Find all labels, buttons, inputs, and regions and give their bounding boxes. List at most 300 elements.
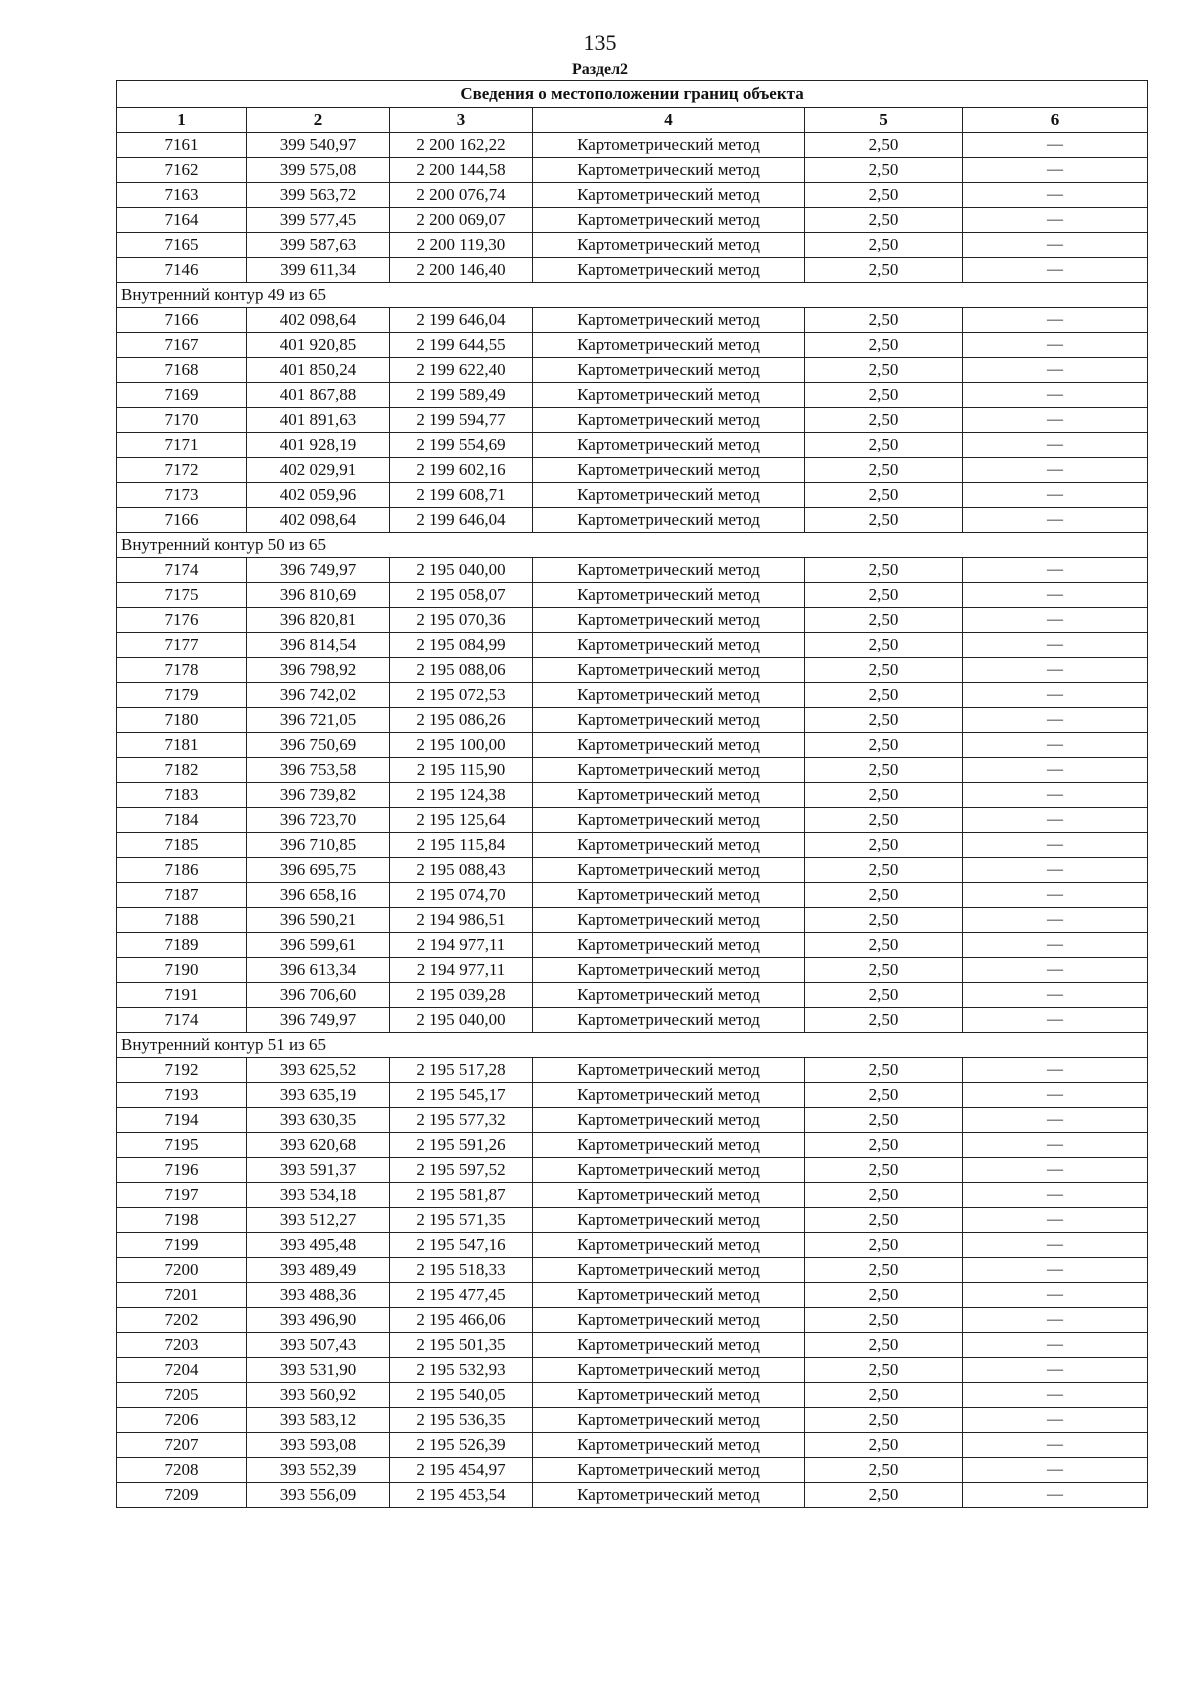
description-cell: — [963,658,1148,683]
y-coordinate-cell: 2 195 115,90 [390,758,533,783]
x-coordinate-cell: 393 488,36 [247,1283,390,1308]
column-header: 6 [963,108,1148,133]
method-cell: Картометрический метод [533,433,805,458]
x-coordinate-cell: 396 695,75 [247,858,390,883]
y-coordinate-cell: 2 199 646,04 [390,308,533,333]
method-cell: Картометрический метод [533,1458,805,1483]
point-number-cell: 7191 [117,983,247,1008]
description-cell: — [963,1333,1148,1358]
point-number-cell: 7205 [117,1383,247,1408]
x-coordinate-cell: 396 820,81 [247,608,390,633]
y-coordinate-cell: 2 195 088,06 [390,658,533,683]
x-coordinate-cell: 396 658,16 [247,883,390,908]
description-cell: — [963,383,1148,408]
method-cell: Картометрический метод [533,1308,805,1333]
y-coordinate-cell: 2 195 517,28 [390,1058,533,1083]
y-coordinate-cell: 2 199 589,49 [390,383,533,408]
x-coordinate-cell: 402 098,64 [247,508,390,533]
x-coordinate-cell: 396 721,05 [247,708,390,733]
table-row [117,483,1148,508]
point-number-cell: 7167 [117,333,247,358]
method-cell: Картометрический метод [533,1258,805,1283]
point-number-cell: 7184 [117,808,247,833]
x-coordinate-cell: 399 575,08 [247,158,390,183]
description-cell: — [963,308,1148,333]
method-cell: Картометрический метод [533,333,805,358]
description-cell: — [963,1233,1148,1258]
x-coordinate-cell: 393 507,43 [247,1333,390,1358]
method-cell: Картометрический метод [533,933,805,958]
y-coordinate-cell: 2 195 532,93 [390,1358,533,1383]
y-coordinate-cell: 2 194 977,11 [390,933,533,958]
table-row [117,133,1148,158]
x-coordinate-cell: 402 098,64 [247,308,390,333]
x-coordinate-cell: 393 630,35 [247,1108,390,1133]
method-cell: Картометрический метод [533,1283,805,1308]
accuracy-cell: 2,50 [805,1383,963,1408]
table-row [117,158,1148,183]
y-coordinate-cell: 2 195 100,00 [390,733,533,758]
method-cell: Картометрический метод [533,658,805,683]
point-number-cell: 7170 [117,408,247,433]
method-cell: Картометрический метод [533,1358,805,1383]
x-coordinate-cell: 401 891,63 [247,408,390,433]
table-head [117,81,1148,133]
accuracy-cell: 2,50 [805,1358,963,1383]
y-coordinate-cell: 2 195 536,35 [390,1408,533,1433]
point-number-cell: 7192 [117,1058,247,1083]
y-coordinate-cell: 2 195 591,26 [390,1133,533,1158]
y-coordinate-cell: 2 200 069,07 [390,208,533,233]
y-coordinate-cell: 2 195 124,38 [390,783,533,808]
accuracy-cell: 2,50 [805,308,963,333]
description-cell: — [963,1408,1148,1433]
accuracy-cell: 2,50 [805,633,963,658]
x-coordinate-cell: 402 029,91 [247,458,390,483]
table-row [117,758,1148,783]
x-coordinate-cell: 393 625,52 [247,1058,390,1083]
description-cell: — [963,933,1148,958]
method-cell: Картометрический метод [533,1058,805,1083]
x-coordinate-cell: 396 742,02 [247,683,390,708]
x-coordinate-cell: 401 867,88 [247,383,390,408]
column-header: 1 [117,108,247,133]
table-row [117,1458,1148,1483]
x-coordinate-cell: 393 496,90 [247,1308,390,1333]
contour-header-row [117,1033,1148,1058]
table-row [117,1158,1148,1183]
description-cell: — [963,1083,1148,1108]
x-coordinate-cell: 401 850,24 [247,358,390,383]
point-number-cell: 7187 [117,883,247,908]
x-coordinate-cell: 396 590,21 [247,908,390,933]
table-row [117,433,1148,458]
description-cell: — [963,1208,1148,1233]
accuracy-cell: 2,50 [805,1308,963,1333]
x-coordinate-cell: 396 613,34 [247,958,390,983]
accuracy-cell: 2,50 [805,1158,963,1183]
y-coordinate-cell: 2 195 088,43 [390,858,533,883]
accuracy-cell: 2,50 [805,833,963,858]
method-cell: Картометрический метод [533,1208,805,1233]
point-number-cell: 7183 [117,783,247,808]
point-number-cell: 7195 [117,1133,247,1158]
accuracy-cell: 2,50 [805,383,963,408]
accuracy-cell: 2,50 [805,1283,963,1308]
point-number-cell: 7203 [117,1333,247,1358]
y-coordinate-cell: 2 195 545,17 [390,1083,533,1108]
description-cell: — [963,1008,1148,1033]
point-number-cell: 7198 [117,1208,247,1233]
x-coordinate-cell: 401 920,85 [247,333,390,358]
x-coordinate-cell: 396 749,97 [247,1008,390,1033]
accuracy-cell: 2,50 [805,1008,963,1033]
description-cell: — [963,683,1148,708]
point-number-cell: 7188 [117,908,247,933]
point-number-cell: 7162 [117,158,247,183]
description-cell: — [963,1308,1148,1333]
table-row [117,983,1148,1008]
point-number-cell: 7200 [117,1258,247,1283]
x-coordinate-cell: 399 577,45 [247,208,390,233]
contour-label: Внутренний контур 49 из 65 [117,283,1148,308]
y-coordinate-cell: 2 199 644,55 [390,333,533,358]
point-number-cell: 7161 [117,133,247,158]
method-cell: Картометрический метод [533,1183,805,1208]
point-number-cell: 7163 [117,183,247,208]
y-coordinate-cell: 2 195 597,52 [390,1158,533,1183]
accuracy-cell: 2,50 [805,983,963,1008]
point-number-cell: 7172 [117,458,247,483]
y-coordinate-cell: 2 200 076,74 [390,183,533,208]
accuracy-cell: 2,50 [805,1433,963,1458]
point-number-cell: 7199 [117,1233,247,1258]
point-number-cell: 7177 [117,633,247,658]
description-cell: — [963,1358,1148,1383]
column-header: 3 [390,108,533,133]
y-coordinate-cell: 2 199 554,69 [390,433,533,458]
description-cell: — [963,158,1148,183]
point-number-cell: 7193 [117,1083,247,1108]
y-coordinate-cell: 2 195 571,35 [390,1208,533,1233]
table-row [117,858,1148,883]
method-cell: Картометрический метод [533,908,805,933]
description-cell: — [963,358,1148,383]
x-coordinate-cell: 399 587,63 [247,233,390,258]
method-cell: Картометрический метод [533,1333,805,1358]
point-number-cell: 7197 [117,1183,247,1208]
description-cell: — [963,458,1148,483]
method-cell: Картометрический метод [533,458,805,483]
x-coordinate-cell: 393 534,18 [247,1183,390,1208]
point-number-cell: 7202 [117,1308,247,1333]
accuracy-cell: 2,50 [805,858,963,883]
y-coordinate-cell: 2 195 466,06 [390,1308,533,1333]
table-row [117,1433,1148,1458]
accuracy-cell: 2,50 [805,233,963,258]
accuracy-cell: 2,50 [805,1058,963,1083]
x-coordinate-cell: 393 531,90 [247,1358,390,1383]
column-header: 4 [533,108,805,133]
table-row [117,1183,1148,1208]
y-coordinate-cell: 2 194 977,11 [390,958,533,983]
y-coordinate-cell: 2 200 144,58 [390,158,533,183]
accuracy-cell: 2,50 [805,583,963,608]
description-cell: — [963,483,1148,508]
point-number-cell: 7165 [117,233,247,258]
point-number-cell: 7174 [117,1008,247,1033]
table-row [117,1008,1148,1033]
x-coordinate-cell: 393 512,27 [247,1208,390,1233]
method-cell: Картометрический метод [533,358,805,383]
accuracy-cell: 2,50 [805,1333,963,1358]
point-number-cell: 7196 [117,1158,247,1183]
description-cell: — [963,1483,1148,1508]
description-cell: — [963,733,1148,758]
description-cell: — [963,1283,1148,1308]
y-coordinate-cell: 2 195 115,84 [390,833,533,858]
table-row [117,583,1148,608]
table-row [117,1408,1148,1433]
point-number-cell: 7174 [117,558,247,583]
description-cell: — [963,1383,1148,1408]
point-number-cell: 7181 [117,733,247,758]
method-cell: Картометрический метод [533,1158,805,1183]
description-cell: — [963,258,1148,283]
method-cell: Картометрический метод [533,158,805,183]
description-cell: — [963,758,1148,783]
description-cell: — [963,983,1148,1008]
accuracy-cell: 2,50 [805,1183,963,1208]
table-row [117,933,1148,958]
accuracy-cell: 2,50 [805,658,963,683]
x-coordinate-cell: 393 552,39 [247,1458,390,1483]
point-number-cell: 7146 [117,258,247,283]
accuracy-cell: 2,50 [805,458,963,483]
method-cell: Картометрический метод [533,683,805,708]
x-coordinate-cell: 399 563,72 [247,183,390,208]
table-row [117,1108,1148,1133]
method-cell: Картометрический метод [533,708,805,733]
table-row [117,383,1148,408]
method-cell: Картометрический метод [533,258,805,283]
point-number-cell: 7175 [117,583,247,608]
table-row [117,183,1148,208]
x-coordinate-cell: 393 560,92 [247,1383,390,1408]
table-row [117,658,1148,683]
accuracy-cell: 2,50 [805,1208,963,1233]
table-row [117,408,1148,433]
method-cell: Картометрический метод [533,1008,805,1033]
description-cell: — [963,433,1148,458]
point-number-cell: 7204 [117,1358,247,1383]
table-row [117,233,1148,258]
point-number-cell: 7166 [117,508,247,533]
y-coordinate-cell: 2 195 086,26 [390,708,533,733]
contour-label: Внутренний контур 51 из 65 [117,1033,1148,1058]
page-number: 135 [583,30,617,55]
point-number-cell: 7201 [117,1283,247,1308]
accuracy-cell: 2,50 [805,133,963,158]
description-cell: — [963,558,1148,583]
contour-header-row [117,533,1148,558]
accuracy-cell: 2,50 [805,1483,963,1508]
accuracy-cell: 2,50 [805,683,963,708]
method-cell: Картометрический метод [533,558,805,583]
description-cell: — [963,808,1148,833]
y-coordinate-cell: 2 195 540,05 [390,1383,533,1408]
y-coordinate-cell: 2 195 477,45 [390,1283,533,1308]
accuracy-cell: 2,50 [805,908,963,933]
x-coordinate-cell: 396 810,69 [247,583,390,608]
y-coordinate-cell: 2 199 608,71 [390,483,533,508]
method-cell: Картометрический метод [533,883,805,908]
method-cell: Картометрический метод [533,758,805,783]
table-row [117,1133,1148,1158]
accuracy-cell: 2,50 [805,808,963,833]
point-number-cell: 7171 [117,433,247,458]
accuracy-cell: 2,50 [805,433,963,458]
table-row [117,1383,1148,1408]
contour-label: Внутренний контур 50 из 65 [117,533,1148,558]
accuracy-cell: 2,50 [805,333,963,358]
x-coordinate-cell: 396 814,54 [247,633,390,658]
x-coordinate-cell: 393 620,68 [247,1133,390,1158]
table-row [117,258,1148,283]
method-cell: Картометрический метод [533,183,805,208]
table-row [117,808,1148,833]
description-cell: — [963,1258,1148,1283]
y-coordinate-cell: 2 195 453,54 [390,1483,533,1508]
method-cell: Картометрический метод [533,608,805,633]
x-coordinate-cell: 396 739,82 [247,783,390,808]
table-row [117,1483,1148,1508]
table-row [117,783,1148,808]
column-header: 5 [805,108,963,133]
x-coordinate-cell: 396 706,60 [247,983,390,1008]
accuracy-cell: 2,50 [805,508,963,533]
method-cell: Картометрический метод [533,383,805,408]
table-row [117,558,1148,583]
x-coordinate-cell: 393 489,49 [247,1258,390,1283]
x-coordinate-cell: 402 059,96 [247,483,390,508]
description-cell: — [963,1433,1148,1458]
description-cell: — [963,883,1148,908]
description-cell: — [963,1058,1148,1083]
description-cell: — [963,958,1148,983]
method-cell: Картометрический метод [533,983,805,1008]
table-row [117,908,1148,933]
table-row [117,458,1148,483]
point-number-cell: 7206 [117,1408,247,1433]
table-row [117,1333,1148,1358]
accuracy-cell: 2,50 [805,708,963,733]
x-coordinate-cell: 393 635,19 [247,1083,390,1108]
column-header: 2 [247,108,390,133]
accuracy-cell: 2,50 [805,558,963,583]
table-caption: Сведения о местоположении границ объекта [117,81,1148,108]
y-coordinate-cell: 2 199 602,16 [390,458,533,483]
point-number-cell: 7173 [117,483,247,508]
point-number-cell: 7194 [117,1108,247,1133]
accuracy-cell: 2,50 [805,208,963,233]
boundary-coordinates-table [116,80,1148,1508]
point-number-cell: 7176 [117,608,247,633]
point-number-cell: 7208 [117,1458,247,1483]
method-cell: Картометрический метод [533,1383,805,1408]
table-row [117,1058,1148,1083]
x-coordinate-cell: 396 749,97 [247,558,390,583]
contour-header-row [117,283,1148,308]
accuracy-cell: 2,50 [805,608,963,633]
y-coordinate-cell: 2 195 084,99 [390,633,533,658]
x-coordinate-cell: 393 583,12 [247,1408,390,1433]
method-cell: Картометрический метод [533,1083,805,1108]
y-coordinate-cell: 2 200 146,40 [390,258,533,283]
y-coordinate-cell: 2 195 577,32 [390,1108,533,1133]
point-number-cell: 7182 [117,758,247,783]
table-body [117,133,1148,1508]
y-coordinate-cell: 2 195 040,00 [390,558,533,583]
point-number-cell: 7178 [117,658,247,683]
y-coordinate-cell: 2 199 646,04 [390,508,533,533]
accuracy-cell: 2,50 [805,258,963,283]
x-coordinate-cell: 396 798,92 [247,658,390,683]
point-number-cell: 7168 [117,358,247,383]
accuracy-cell: 2,50 [805,1133,963,1158]
description-cell: — [963,833,1148,858]
point-number-cell: 7189 [117,933,247,958]
x-coordinate-cell: 396 753,58 [247,758,390,783]
table-row [117,333,1148,358]
table-row [117,1208,1148,1233]
description-cell: — [963,208,1148,233]
description-cell: — [963,1108,1148,1133]
y-coordinate-cell: 2 199 594,77 [390,408,533,433]
y-coordinate-cell: 2 195 526,39 [390,1433,533,1458]
point-number-cell: 7207 [117,1433,247,1458]
point-number-cell: 7164 [117,208,247,233]
accuracy-cell: 2,50 [805,1408,963,1433]
point-number-cell: 7179 [117,683,247,708]
description-cell: — [963,1133,1148,1158]
method-cell: Картометрический метод [533,583,805,608]
point-number-cell: 7166 [117,308,247,333]
y-coordinate-cell: 2 195 454,97 [390,1458,533,1483]
y-coordinate-cell: 2 195 040,00 [390,1008,533,1033]
description-cell: — [963,583,1148,608]
table-row [117,358,1148,383]
x-coordinate-cell: 393 593,08 [247,1433,390,1458]
accuracy-cell: 2,50 [805,883,963,908]
method-cell: Картометрический метод [533,833,805,858]
method-cell: Картометрический метод [533,1233,805,1258]
point-number-cell: 7180 [117,708,247,733]
method-cell: Картометрический метод [533,133,805,158]
x-coordinate-cell: 399 540,97 [247,133,390,158]
table-row [117,958,1148,983]
point-number-cell: 7169 [117,383,247,408]
y-coordinate-cell: 2 195 072,53 [390,683,533,708]
y-coordinate-cell: 2 195 125,64 [390,808,533,833]
description-cell: — [963,1458,1148,1483]
description-cell: — [963,333,1148,358]
y-coordinate-cell: 2 195 501,35 [390,1333,533,1358]
y-coordinate-cell: 2 195 058,07 [390,583,533,608]
description-cell: — [963,508,1148,533]
accuracy-cell: 2,50 [805,1233,963,1258]
table-row [117,1358,1148,1383]
